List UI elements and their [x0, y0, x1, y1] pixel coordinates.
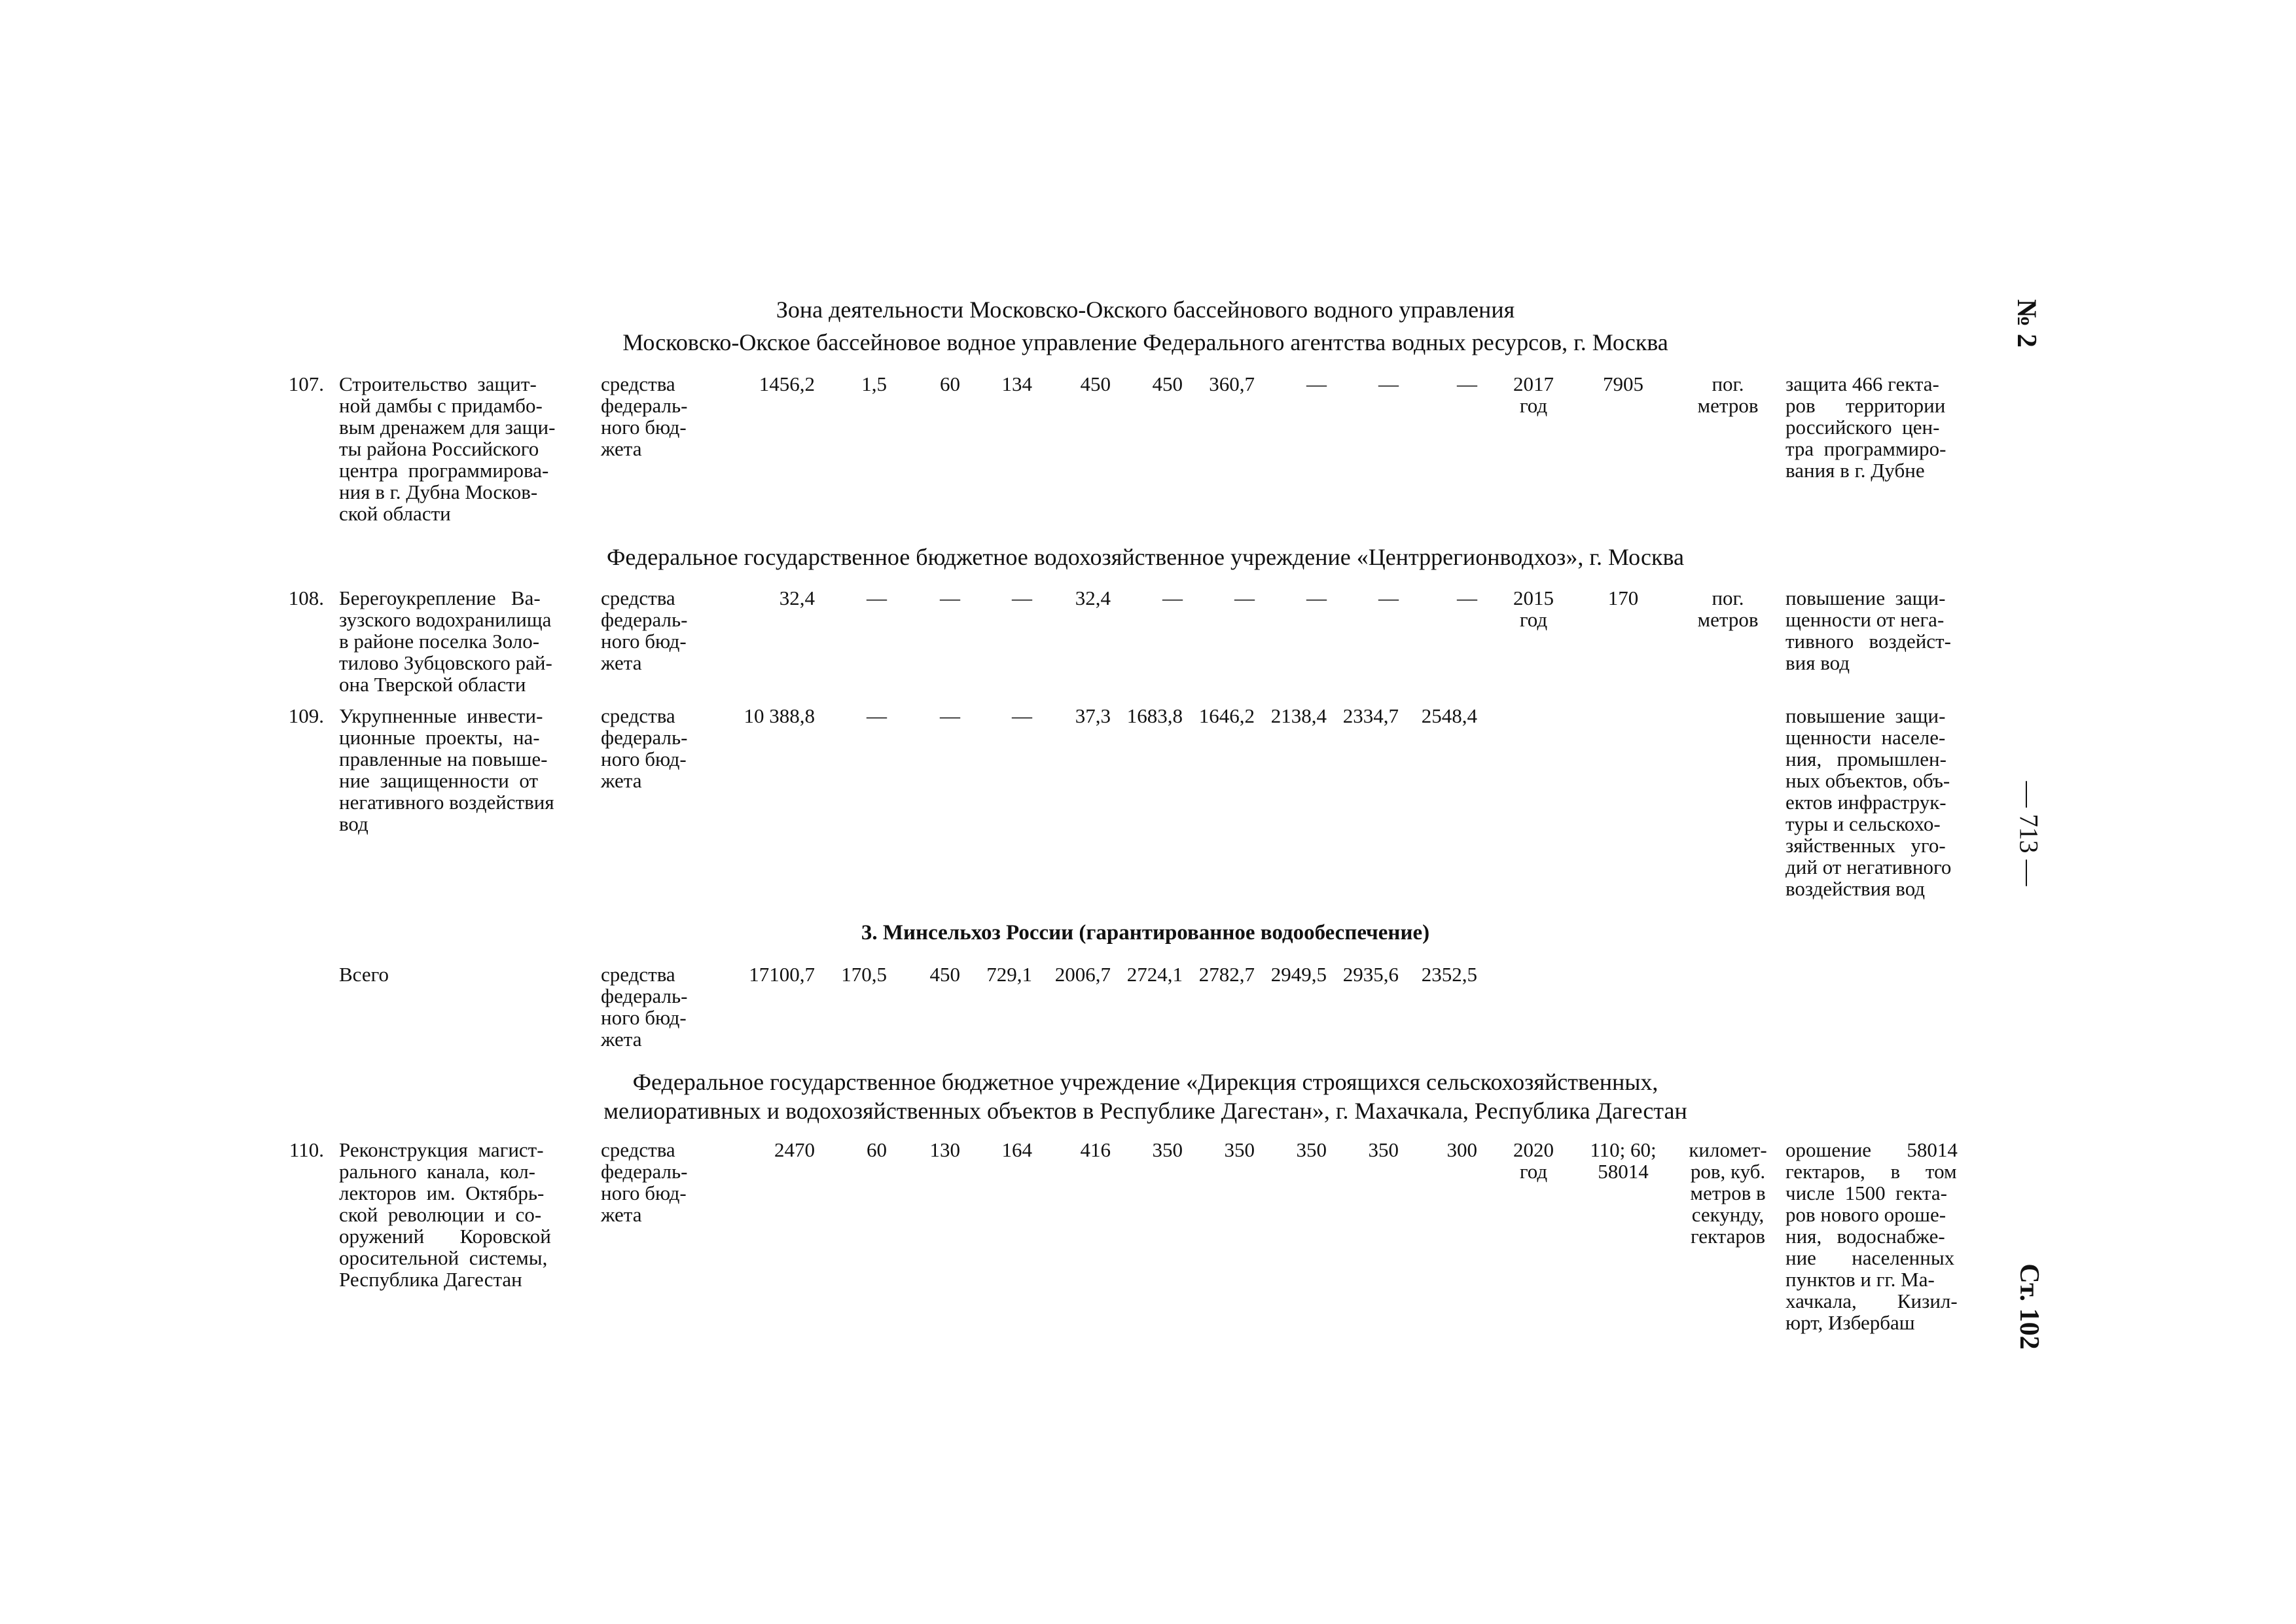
year-value-4: 32,4 [1075, 586, 1111, 609]
year-value-4: 450 [1080, 372, 1111, 395]
agency-heading: Московско-Окское бассейновое водное управление Федерального агентства водных ресурсов, г. Москва [622, 329, 1668, 355]
year-value-1: — [867, 586, 887, 609]
zone-heading: Зона деятельности Московско-Окского бассейнового водного управления [776, 297, 1515, 323]
year-value-6: — [1234, 586, 1255, 609]
year-value-7: — [1306, 586, 1327, 609]
expected-effect: орошение 58014 гектаров, в том числе 1500 гекта- ров нового ороше- ния, водоснабже- ние населенных пунктов и гг. Ма- хачкала, Кизил- юрт, Избербаш [1785, 1138, 1958, 1334]
total-value: 17100,7 [749, 963, 815, 986]
year-value-1: 170,5 [841, 963, 887, 986]
year-value-2: 60 [940, 372, 960, 395]
year-value-4: 2006,7 [1054, 963, 1111, 986]
year-value-2: — [940, 704, 960, 727]
total-value: 2470 [774, 1138, 815, 1161]
year-value-1: — [867, 704, 887, 727]
completion-year: 2015 год [1513, 586, 1554, 631]
completion-year: 2017 год [1513, 372, 1554, 417]
total-value: 10 388,8 [744, 704, 815, 727]
year-value-7: 2138,4 [1270, 704, 1327, 727]
completion-year: 2020 год [1513, 1138, 1554, 1183]
year-value-8: 2334,7 [1342, 704, 1399, 727]
direkcia-heading-line2: мелиоративных и водохозяйственных объектов в Республике Дагестан», г. Махачкала, Республика Дагестан [603, 1098, 1687, 1124]
centr-heading: Федеральное государственное бюджетное водохозяйственное учреждение «Центррегионводхоз», г. Москва [606, 544, 1685, 570]
year-value-6: 2782,7 [1198, 963, 1255, 986]
year-value-8: 350 [1368, 1138, 1399, 1161]
capacity-value: 7905 [1603, 372, 1643, 395]
row-number: 110. [289, 1138, 324, 1161]
direkcia-heading-line1: Федеральное государственное бюджетное учреждение «Дирекция строящихся сельскохозяйственных, [632, 1069, 1659, 1095]
capacity-unit: пог. метров [1697, 372, 1759, 417]
total-value: 32,4 [779, 586, 815, 609]
object-name: Строительство защит- ной дамбы с придамбо- вым дренажем для защи- ты района Российского центра программирова- ния в г. Дубна Москов- ской области [339, 372, 556, 525]
funding-source: средства федераль- ного бюд- жета [601, 372, 688, 460]
expected-effect: повышение защи- щенности населе- ния, промышлен- ных объектов, объ- ектов инфраструк- туры и сельскохо- зяйственных уго- дий от негативного воздействия вод [1785, 704, 1952, 900]
capacity-value: 170 [1607, 586, 1639, 609]
year-value-3: 164 [1001, 1138, 1032, 1161]
year-value-4: 37,3 [1075, 704, 1111, 727]
year-value-9: 300 [1446, 1138, 1477, 1161]
funding-source: средства федераль- ного бюд- жета [601, 1138, 688, 1226]
year-value-6: 350 [1224, 1138, 1255, 1161]
year-value-7: 350 [1296, 1138, 1327, 1161]
capacity-value: 110; 60; 58014 [1590, 1138, 1657, 1183]
year-value-1: 60 [867, 1138, 887, 1161]
year-value-5: 2724,1 [1126, 963, 1183, 986]
year-value-3: 134 [1001, 372, 1032, 395]
year-value-9: — [1457, 586, 1477, 609]
year-value-5: 450 [1152, 372, 1183, 395]
year-value-7: 2949,5 [1270, 963, 1327, 986]
expected-effect: защита 466 гекта- ров территории российского цен- тра программиро- вания в г. Дубне [1785, 372, 1946, 482]
capacity-unit: пог. метров [1697, 586, 1759, 631]
funding-source: средства федераль- ного бюд- жета [601, 963, 688, 1051]
year-value-2: — [940, 586, 960, 609]
year-value-5: 350 [1152, 1138, 1183, 1161]
issue-number: № 2 [2011, 299, 2041, 348]
year-value-5: — [1162, 586, 1183, 609]
year-value-5: 1683,8 [1126, 704, 1183, 727]
year-value-9: 2352,5 [1421, 963, 1477, 986]
capacity-unit: километ- ров, куб. метров в секунду, гектаров [1689, 1138, 1767, 1248]
page-number: — 713 — [2014, 781, 2044, 886]
year-value-4: 416 [1080, 1138, 1111, 1161]
section-heading: 3. Минсельхоз России (гарантированное водообеспечение) [861, 921, 1430, 945]
year-value-7: — [1306, 372, 1327, 395]
object-name: Укрупненные инвести- ционные проекты, на- правленные на повыше- ние защищенности от негативного воздействия вод [339, 704, 554, 835]
year-value-6: 360,7 [1209, 372, 1255, 395]
row-number: 108. [288, 586, 324, 609]
year-value-8: 2935,6 [1342, 963, 1399, 986]
year-value-2: 450 [929, 963, 960, 986]
year-value-8: — [1378, 586, 1399, 609]
object-name: Реконструкция магист- рального канала, кол- лекторов им. Октябрь- ской революции и со- оружений Коровской оросительной системы, Республика Дагестан [339, 1138, 551, 1291]
row-number: 107. [288, 372, 324, 395]
year-value-1: 1,5 [861, 372, 887, 395]
year-value-3: — [1012, 586, 1032, 609]
year-value-2: 130 [929, 1138, 960, 1161]
funding-source: средства федераль- ного бюд- жета [601, 586, 688, 674]
year-value-6: 1646,2 [1198, 704, 1255, 727]
funding-source: средства федераль- ного бюд- жета [601, 704, 688, 792]
total-value: 1456,2 [759, 372, 815, 395]
object-name: Всего [339, 963, 389, 986]
article-number: Ст. 102 [2014, 1263, 2044, 1350]
year-value-9: 2548,4 [1421, 704, 1477, 727]
expected-effect: повышение защи- щенности от нега- тивного воздейст- вия вод [1785, 586, 1951, 674]
year-value-3: — [1012, 704, 1032, 727]
year-value-3: 729,1 [986, 963, 1032, 986]
year-value-8: — [1378, 372, 1399, 395]
year-value-9: — [1457, 372, 1477, 395]
object-name: Берегоукрепление Ва- зузского водохранилища в районе поселка Золо- тилово Зубцовского рай- она Тверской области [339, 586, 552, 696]
row-number: 109. [288, 704, 324, 727]
